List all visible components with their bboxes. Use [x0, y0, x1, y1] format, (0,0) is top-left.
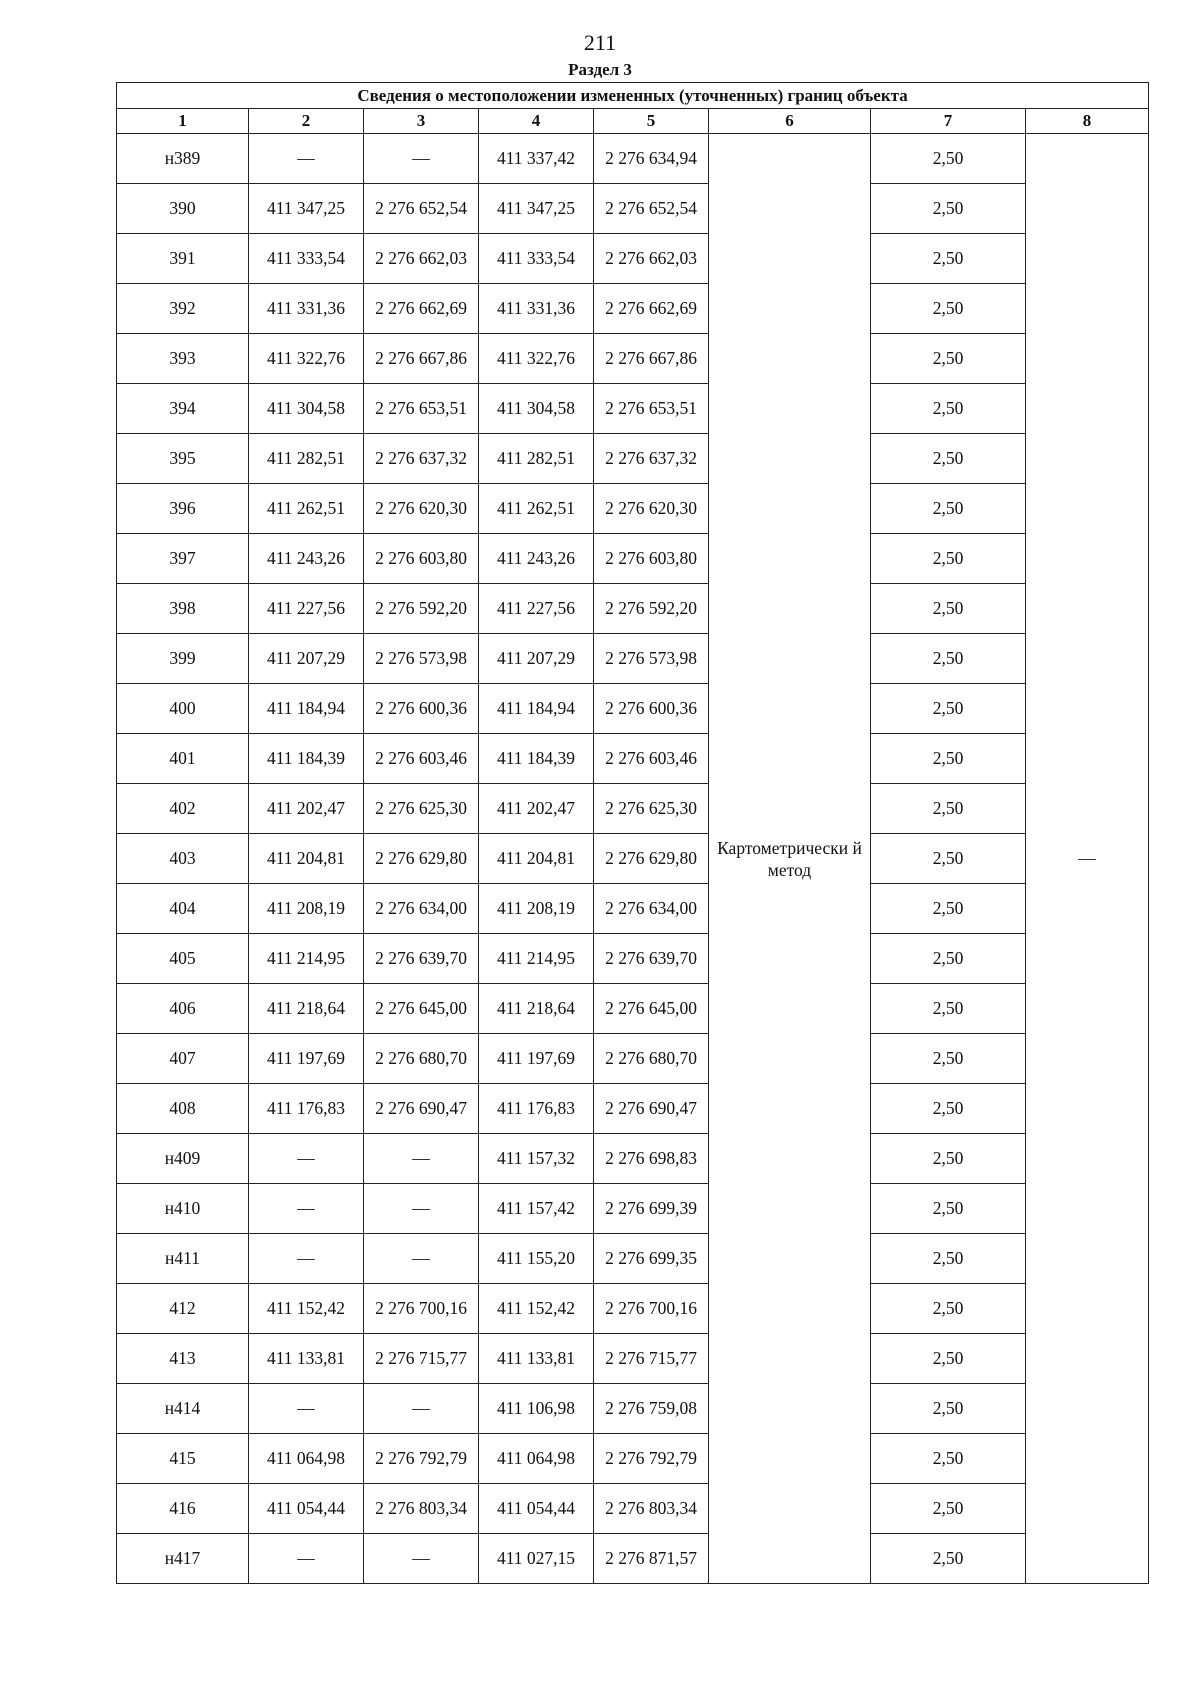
point-number-cell: 408 [117, 1084, 249, 1134]
point-number-cell: 413 [117, 1334, 249, 1384]
x-new-cell: 411 133,81 [479, 1334, 594, 1384]
table-row [117, 284, 1149, 334]
accuracy-cell: 2,50 [871, 1434, 1026, 1484]
x-old-cell: 411 064,98 [249, 1434, 364, 1484]
y-old-cell: — [364, 1534, 479, 1584]
table-row [117, 634, 1149, 684]
x-old-cell: 411 184,94 [249, 684, 364, 734]
x-old-cell: 411 133,81 [249, 1334, 364, 1384]
accuracy-cell: 2,50 [871, 784, 1026, 834]
y-new-cell: 2 276 603,80 [594, 534, 709, 584]
table-row [117, 934, 1149, 984]
y-new-cell: 2 276 700,16 [594, 1284, 709, 1334]
table-row [117, 734, 1149, 784]
y-new-cell: 2 276 639,70 [594, 934, 709, 984]
column-header-8: 8 [1026, 109, 1149, 134]
x-old-cell: 411 333,54 [249, 234, 364, 284]
y-new-cell: 2 276 803,34 [594, 1484, 709, 1534]
y-new-cell: 2 276 600,36 [594, 684, 709, 734]
x-new-cell: 411 207,29 [479, 634, 594, 684]
y-old-cell: 2 276 634,00 [364, 884, 479, 934]
y-old-cell: 2 276 592,20 [364, 584, 479, 634]
y-new-cell: 2 276 652,54 [594, 184, 709, 234]
point-number-cell: 396 [117, 484, 249, 534]
y-new-cell: 2 276 667,86 [594, 334, 709, 384]
x-old-cell: 411 243,26 [249, 534, 364, 584]
table-row [117, 784, 1149, 834]
y-old-cell: 2 276 715,77 [364, 1334, 479, 1384]
y-old-cell: 2 276 645,00 [364, 984, 479, 1034]
point-number-cell: 407 [117, 1034, 249, 1084]
x-new-cell: 411 322,76 [479, 334, 594, 384]
accuracy-cell: 2,50 [871, 684, 1026, 734]
y-new-cell: 2 276 634,94 [594, 134, 709, 184]
point-number-cell: 401 [117, 734, 249, 784]
y-new-cell: 2 276 698,83 [594, 1134, 709, 1184]
point-number-cell: н414 [117, 1384, 249, 1434]
x-old-cell: 411 054,44 [249, 1484, 364, 1534]
y-old-cell: 2 276 792,79 [364, 1434, 479, 1484]
x-old-cell: 411 152,42 [249, 1284, 364, 1334]
method-cell: Картометрически й метод [709, 134, 871, 1584]
table-row [117, 1234, 1149, 1284]
table-row [117, 1134, 1149, 1184]
y-old-cell: 2 276 680,70 [364, 1034, 479, 1084]
x-new-cell: 411 152,42 [479, 1284, 594, 1334]
x-new-cell: 411 337,42 [479, 134, 594, 184]
column-8-cell: — [1026, 134, 1149, 1584]
y-new-cell: 2 276 699,39 [594, 1184, 709, 1234]
table-row [117, 1184, 1149, 1234]
table-row [117, 384, 1149, 434]
point-number-cell: 393 [117, 334, 249, 384]
y-old-cell: 2 276 653,51 [364, 384, 479, 434]
table-row [117, 1334, 1149, 1384]
accuracy-cell: 2,50 [871, 1384, 1026, 1434]
y-old-cell: — [364, 1134, 479, 1184]
y-new-cell: 2 276 715,77 [594, 1334, 709, 1384]
y-old-cell: 2 276 603,46 [364, 734, 479, 784]
table-row [117, 334, 1149, 384]
x-old-cell: — [249, 1234, 364, 1284]
x-old-cell: 411 208,19 [249, 884, 364, 934]
x-old-cell: 411 204,81 [249, 834, 364, 884]
y-old-cell: 2 276 662,69 [364, 284, 479, 334]
x-old-cell: 411 214,95 [249, 934, 364, 984]
x-new-cell: 411 157,32 [479, 1134, 594, 1184]
accuracy-cell: 2,50 [871, 734, 1026, 784]
y-new-cell: 2 276 690,47 [594, 1084, 709, 1134]
accuracy-cell: 2,50 [871, 334, 1026, 384]
point-number-cell: н411 [117, 1234, 249, 1284]
point-number-cell: 399 [117, 634, 249, 684]
accuracy-cell: 2,50 [871, 584, 1026, 634]
accuracy-cell: 2,50 [871, 634, 1026, 684]
y-new-cell: 2 276 662,69 [594, 284, 709, 334]
x-old-cell: 411 197,69 [249, 1034, 364, 1084]
table-row [117, 484, 1149, 534]
y-old-cell: 2 276 625,30 [364, 784, 479, 834]
point-number-cell: н389 [117, 134, 249, 184]
point-number-cell: 415 [117, 1434, 249, 1484]
x-new-cell: 411 304,58 [479, 384, 594, 434]
y-new-cell: 2 276 634,00 [594, 884, 709, 934]
point-number-cell: 406 [117, 984, 249, 1034]
table-row [117, 1434, 1149, 1484]
column-header-3: 3 [364, 109, 479, 134]
table-row [117, 1284, 1149, 1334]
y-new-cell: 2 276 699,35 [594, 1234, 709, 1284]
x-new-cell: 411 027,15 [479, 1534, 594, 1584]
x-old-cell: 411 331,36 [249, 284, 364, 334]
point-number-cell: 403 [117, 834, 249, 884]
x-new-cell: 411 347,25 [479, 184, 594, 234]
x-old-cell: 411 184,39 [249, 734, 364, 784]
x-new-cell: 411 184,94 [479, 684, 594, 734]
x-old-cell: — [249, 1134, 364, 1184]
column-header-row [117, 109, 1149, 134]
table-row [117, 1484, 1149, 1534]
table-row [117, 134, 1149, 184]
y-new-cell: 2 276 662,03 [594, 234, 709, 284]
x-new-cell: 411 243,26 [479, 534, 594, 584]
accuracy-cell: 2,50 [871, 1084, 1026, 1134]
table-row [117, 1384, 1149, 1434]
accuracy-cell: 2,50 [871, 1534, 1026, 1584]
accuracy-cell: 2,50 [871, 134, 1026, 184]
table-row [117, 534, 1149, 584]
y-old-cell: — [364, 1234, 479, 1284]
x-old-cell: 411 202,47 [249, 784, 364, 834]
y-old-cell: 2 276 803,34 [364, 1484, 479, 1534]
y-new-cell: 2 276 645,00 [594, 984, 709, 1034]
accuracy-cell: 2,50 [871, 284, 1026, 334]
x-new-cell: 411 262,51 [479, 484, 594, 534]
column-header-1: 1 [117, 109, 249, 134]
accuracy-cell: 2,50 [871, 884, 1026, 934]
y-old-cell: 2 276 652,54 [364, 184, 479, 234]
y-new-cell: 2 276 625,30 [594, 784, 709, 834]
accuracy-cell: 2,50 [871, 1484, 1026, 1534]
accuracy-cell: 2,50 [871, 984, 1026, 1034]
y-old-cell: 2 276 620,30 [364, 484, 479, 534]
y-old-cell: 2 276 629,80 [364, 834, 479, 884]
point-number-cell: 398 [117, 584, 249, 634]
table-row [117, 584, 1149, 634]
point-number-cell: 400 [117, 684, 249, 734]
accuracy-cell: 2,50 [871, 234, 1026, 284]
x-new-cell: 411 197,69 [479, 1034, 594, 1084]
x-old-cell: — [249, 1534, 364, 1584]
point-number-cell: 412 [117, 1284, 249, 1334]
table-row [117, 1034, 1149, 1084]
accuracy-cell: 2,50 [871, 484, 1026, 534]
x-old-cell: 411 304,58 [249, 384, 364, 434]
point-number-cell: 416 [117, 1484, 249, 1534]
accuracy-cell: 2,50 [871, 534, 1026, 584]
column-header-2: 2 [249, 109, 364, 134]
y-new-cell: 2 276 603,46 [594, 734, 709, 784]
y-new-cell: 2 276 620,30 [594, 484, 709, 534]
x-old-cell: 411 262,51 [249, 484, 364, 534]
x-new-cell: 411 331,36 [479, 284, 594, 334]
accuracy-cell: 2,50 [871, 384, 1026, 434]
accuracy-cell: 2,50 [871, 1334, 1026, 1384]
x-new-cell: 411 204,81 [479, 834, 594, 884]
column-header-7: 7 [871, 109, 1026, 134]
table-row [117, 234, 1149, 284]
y-old-cell: — [364, 134, 479, 184]
y-old-cell: 2 276 573,98 [364, 634, 479, 684]
x-old-cell: 411 207,29 [249, 634, 364, 684]
point-number-cell: 395 [117, 434, 249, 484]
x-old-cell: 411 218,64 [249, 984, 364, 1034]
accuracy-cell: 2,50 [871, 184, 1026, 234]
point-number-cell: 397 [117, 534, 249, 584]
y-old-cell: 2 276 690,47 [364, 1084, 479, 1134]
x-new-cell: 411 214,95 [479, 934, 594, 984]
point-number-cell: 391 [117, 234, 249, 284]
y-new-cell: 2 276 871,57 [594, 1534, 709, 1584]
y-old-cell: 2 276 700,16 [364, 1284, 479, 1334]
y-new-cell: 2 276 680,70 [594, 1034, 709, 1084]
table-row [117, 884, 1149, 934]
point-number-cell: 404 [117, 884, 249, 934]
x-new-cell: 411 054,44 [479, 1484, 594, 1534]
x-new-cell: 411 184,39 [479, 734, 594, 784]
x-new-cell: 411 157,42 [479, 1184, 594, 1234]
x-old-cell: — [249, 134, 364, 184]
y-old-cell: 2 276 637,32 [364, 434, 479, 484]
y-old-cell: 2 276 662,03 [364, 234, 479, 284]
y-new-cell: 2 276 573,98 [594, 634, 709, 684]
accuracy-cell: 2,50 [871, 1134, 1026, 1184]
y-old-cell: 2 276 667,86 [364, 334, 479, 384]
table-row [117, 684, 1149, 734]
y-old-cell: 2 276 600,36 [364, 684, 479, 734]
table-row [117, 1534, 1149, 1584]
x-old-cell: — [249, 1384, 364, 1434]
x-old-cell: 411 322,76 [249, 334, 364, 384]
table-row [117, 834, 1149, 884]
accuracy-cell: 2,50 [871, 1034, 1026, 1084]
x-new-cell: 411 106,98 [479, 1384, 594, 1434]
accuracy-cell: 2,50 [871, 1184, 1026, 1234]
accuracy-cell: 2,50 [871, 1284, 1026, 1334]
point-number-cell: 392 [117, 284, 249, 334]
table-row [117, 184, 1149, 234]
column-header-6: 6 [709, 109, 871, 134]
x-old-cell: — [249, 1184, 364, 1234]
section-title: Раздел 3 [568, 60, 632, 79]
x-old-cell: 411 282,51 [249, 434, 364, 484]
x-new-cell: 411 282,51 [479, 434, 594, 484]
x-new-cell: 411 208,19 [479, 884, 594, 934]
point-number-cell: н417 [117, 1534, 249, 1584]
x-new-cell: 411 218,64 [479, 984, 594, 1034]
column-header-5: 5 [594, 109, 709, 134]
boundary-table [116, 82, 1149, 1584]
x-new-cell: 411 227,56 [479, 584, 594, 634]
y-new-cell: 2 276 759,08 [594, 1384, 709, 1434]
table-title: Сведения о местоположении измененных (уточненных) границ объекта [117, 83, 1149, 109]
y-new-cell: 2 276 637,32 [594, 434, 709, 484]
y-new-cell: 2 276 629,80 [594, 834, 709, 884]
y-old-cell: 2 276 639,70 [364, 934, 479, 984]
y-old-cell: — [364, 1384, 479, 1434]
x-new-cell: 411 333,54 [479, 234, 594, 284]
point-number-cell: 402 [117, 784, 249, 834]
y-new-cell: 2 276 792,79 [594, 1434, 709, 1484]
x-old-cell: 411 227,56 [249, 584, 364, 634]
point-number-cell: 390 [117, 184, 249, 234]
table-row [117, 984, 1149, 1034]
x-new-cell: 411 064,98 [479, 1434, 594, 1484]
x-new-cell: 411 155,20 [479, 1234, 594, 1284]
point-number-cell: н410 [117, 1184, 249, 1234]
column-header-4: 4 [479, 109, 594, 134]
x-new-cell: 411 202,47 [479, 784, 594, 834]
accuracy-cell: 2,50 [871, 834, 1026, 884]
point-number-cell: 394 [117, 384, 249, 434]
y-old-cell: 2 276 603,80 [364, 534, 479, 584]
table-row [117, 434, 1149, 484]
accuracy-cell: 2,50 [871, 934, 1026, 984]
point-number-cell: 405 [117, 934, 249, 984]
x-new-cell: 411 176,83 [479, 1084, 594, 1134]
point-number-cell: н409 [117, 1134, 249, 1184]
x-old-cell: 411 347,25 [249, 184, 364, 234]
table-row [117, 1084, 1149, 1134]
y-new-cell: 2 276 653,51 [594, 384, 709, 434]
x-old-cell: 411 176,83 [249, 1084, 364, 1134]
page-number: 211 [583, 30, 617, 55]
y-new-cell: 2 276 592,20 [594, 584, 709, 634]
y-old-cell: — [364, 1184, 479, 1234]
accuracy-cell: 2,50 [871, 1234, 1026, 1284]
accuracy-cell: 2,50 [871, 434, 1026, 484]
